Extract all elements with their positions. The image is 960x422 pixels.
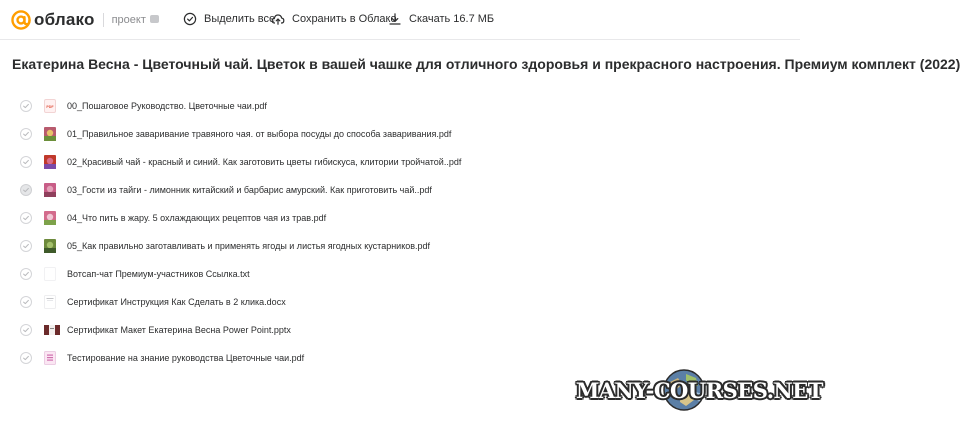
check-icon: [22, 130, 30, 138]
row-checkbox[interactable]: [20, 324, 32, 336]
file-name[interactable]: Тестирование на знание руководства Цветочные чаи.pdf: [67, 352, 305, 363]
save-to-cloud-button[interactable]: [271, 12, 397, 26]
row-checkbox[interactable]: [20, 240, 32, 252]
file-row[interactable]: [0, 204, 800, 231]
file-row[interactable]: [0, 92, 800, 119]
top-bar: [0, 0, 800, 40]
row-checkbox[interactable]: [20, 100, 32, 112]
file-row[interactable]: [0, 232, 800, 259]
file-thumbnail: [44, 127, 56, 141]
check-icon: [22, 354, 30, 362]
file-thumbnail: [44, 267, 56, 281]
select-all-label: Выделить все: [204, 13, 276, 25]
row-checkbox[interactable]: [20, 156, 32, 168]
logo-divider: [103, 13, 104, 27]
file-name[interactable]: Вотсап-чат Премиум-участников Ссылка.txt: [67, 268, 250, 279]
file-name[interactable]: 00_Пошаговое Руководство. Цветочные чаи.pdf: [67, 100, 267, 111]
file-name[interactable]: 03_Гости из тайги - лимонник китайский и барбарис амурский. Как приготовить чай..pdf: [67, 184, 432, 195]
cloud-upload-icon: [271, 12, 285, 26]
file-row[interactable]: [0, 148, 800, 175]
file-name[interactable]: 02_Красивый чай - красный и синий. Как заготовить цветы гибискуса, клитории тройчатой..pdf: [67, 156, 462, 167]
check-icon: [22, 102, 30, 110]
check-icon: [22, 298, 30, 306]
project-label: проект: [111, 14, 146, 26]
file-thumbnail: [44, 351, 56, 365]
file-name[interactable]: 01_Правильное заваривание травяного чая. от выбора посуды до способа заваривания.pdf: [67, 128, 452, 139]
check-icon: [22, 242, 30, 250]
file-thumbnail: [44, 183, 56, 197]
file-thumbnail: [44, 323, 56, 337]
watermark-text: MANY-COURSES.NET: [576, 378, 823, 403]
file-row[interactable]: [0, 260, 800, 287]
select-all-button[interactable]: [183, 12, 275, 26]
file-row[interactable]: [0, 176, 800, 203]
at-sign-icon: [10, 9, 32, 31]
logo-text: облако: [34, 10, 95, 29]
file-thumbnail: [44, 295, 56, 309]
download-button[interactable]: [388, 12, 494, 26]
file-row[interactable]: [0, 120, 800, 147]
page-title: Екатерина Весна - Цветочный чай. Цветок в вашей чашке для отличного здоровья и прекрасного настроения. Премиум комплект (2022): [12, 56, 960, 72]
check-icon: [22, 158, 30, 166]
download-icon: [388, 12, 402, 26]
check-icon: [22, 270, 30, 278]
row-checkbox[interactable]: [20, 184, 32, 196]
row-checkbox[interactable]: [20, 212, 32, 224]
file-thumbnail: [44, 239, 56, 253]
logo[interactable]: [10, 9, 159, 31]
row-checkbox[interactable]: [20, 296, 32, 308]
file-name[interactable]: Сертификат Макет Екатерина Весна Power Point.pptx: [67, 324, 291, 335]
svg-text:PDF: PDF: [46, 104, 54, 109]
file-row[interactable]: [0, 288, 800, 315]
check-icon: [22, 186, 30, 194]
file-row[interactable]: [0, 316, 800, 343]
row-checkbox[interactable]: [20, 128, 32, 140]
check-icon: [22, 326, 30, 334]
download-label: Скачать 16.7 МБ: [409, 13, 495, 25]
save-to-cloud-label: Сохранить в Облако: [292, 13, 397, 25]
row-checkbox[interactable]: [20, 268, 32, 280]
mail-icon: [150, 15, 159, 23]
file-thumbnail: [44, 155, 56, 169]
row-checkbox[interactable]: [20, 352, 32, 364]
check-icon: [22, 214, 30, 222]
watermark: [576, 364, 823, 416]
file-name[interactable]: 04_Что пить в жару. 5 охлаждающих рецептов чая из трав.pdf: [67, 212, 327, 223]
file-name[interactable]: Сертификат Инструкция Как Сделать в 2 клика.docx: [67, 296, 286, 307]
file-thumbnail: [44, 211, 56, 225]
file-thumbnail: [44, 99, 56, 113]
file-name[interactable]: 05_Как правильно заготавливать и применять ягоды и листья ягодных кустарников.pdf: [67, 240, 431, 251]
check-circle-icon: [183, 12, 197, 26]
